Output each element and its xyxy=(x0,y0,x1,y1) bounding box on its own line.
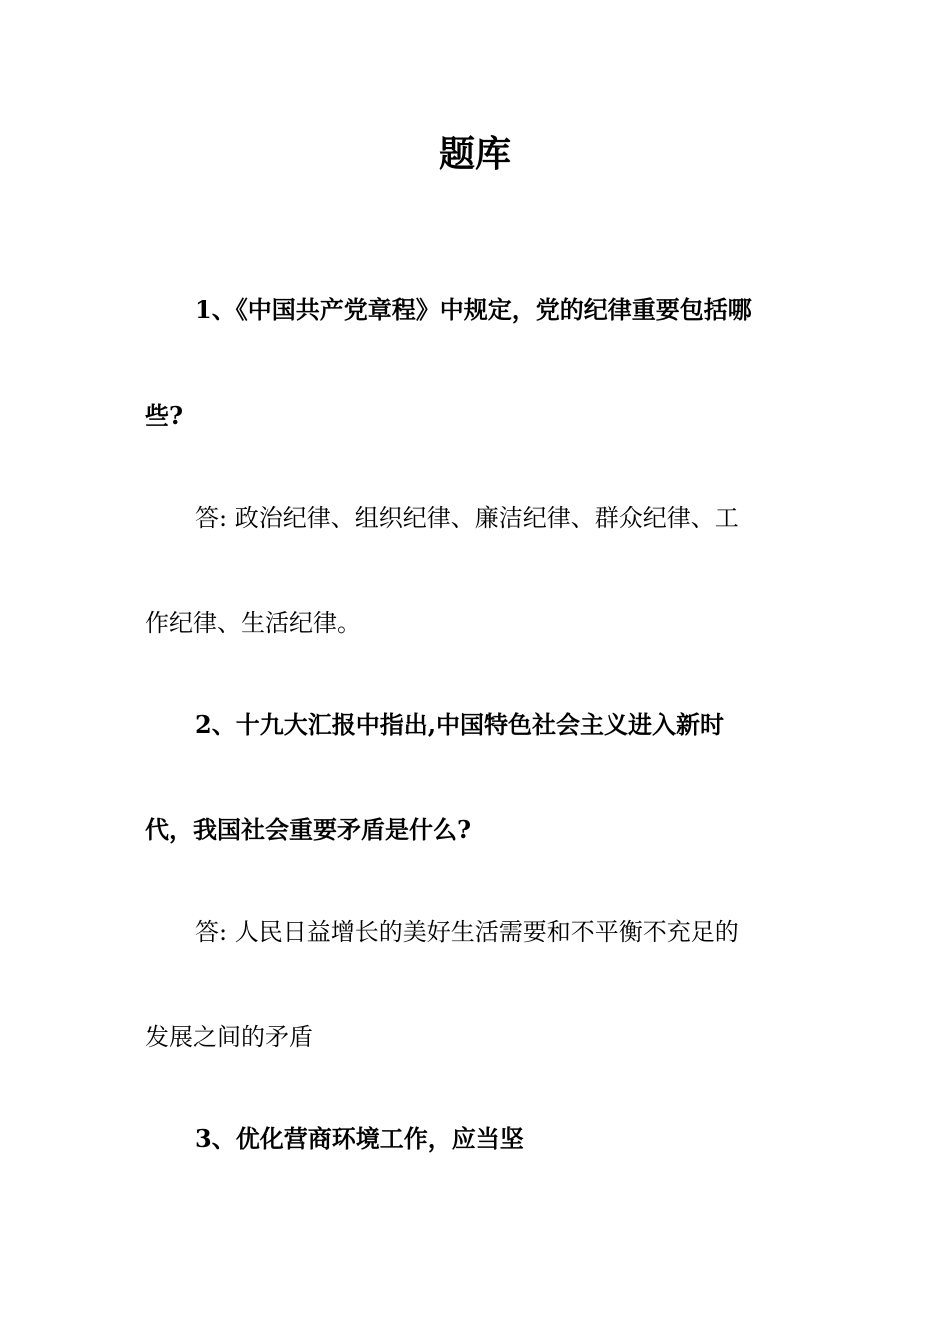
answer-2-line-2: 发展之间的矛盾 xyxy=(145,1023,313,1051)
question-1-line-1: 1、《中国共产党章程》中规定，党的纪律重要包括哪 xyxy=(195,295,752,324)
question-2-line-2: 代，我国社会重要矛盾是什么? xyxy=(145,815,472,844)
question-1-line-2: 些? xyxy=(145,401,184,430)
answer-1-line-2: 作纪律、生活纪律。 xyxy=(145,609,361,637)
question-3-line-1: 3、优化营商环境工作，应当坚 xyxy=(195,1124,524,1153)
answer-2-line-1: 答: 人民日益增长的美好生活需要和不平衡不充足的 xyxy=(195,918,739,946)
question-2-line-1: 2、十九大汇报中指出,中国特色社会主义进入新时 xyxy=(195,710,725,739)
page-title: 题库 xyxy=(438,133,511,175)
answer-1-line-1: 答: 政治纪律、组织纪律、廉洁纪律、群众纪律、工 xyxy=(195,504,739,532)
